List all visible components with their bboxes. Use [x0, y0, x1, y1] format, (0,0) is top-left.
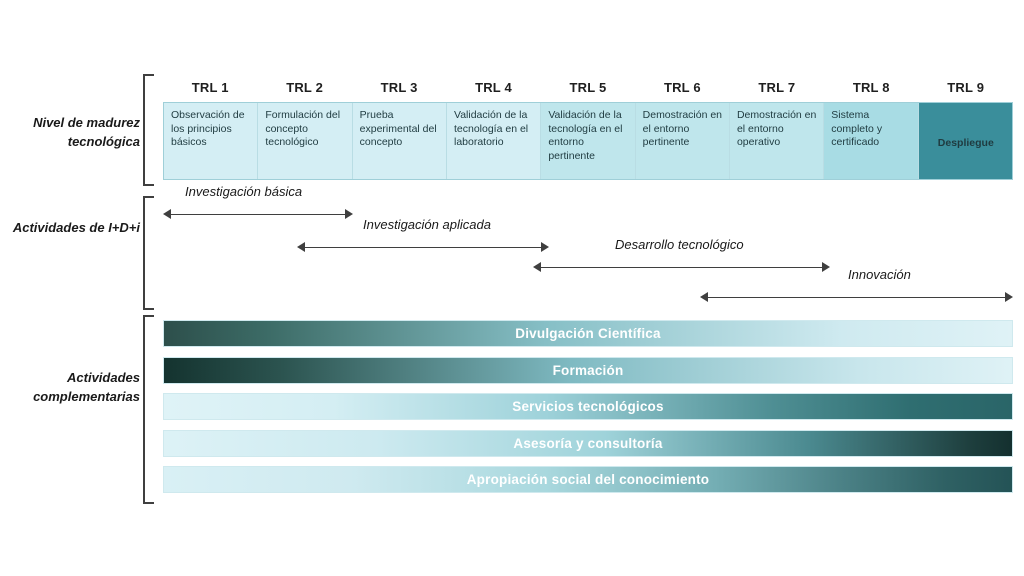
arrow-head-right-icon [541, 242, 549, 252]
arrow-head-right-icon [822, 262, 830, 272]
arrow-head-right-icon [1005, 292, 1013, 302]
trl-header-4: TRL 4 [475, 80, 512, 95]
trl-cell-2: Formulación del concepto tecnológico [258, 103, 352, 179]
rdi-arrow-label-2: Investigación aplicada [363, 217, 491, 232]
arrow-line [169, 214, 347, 215]
row-label-trl [0, 113, 140, 151]
trl-cell-6: Demostración en el entorno pertinente [636, 103, 730, 179]
row-label-rdi-text: Actividades de I+D+i [12, 220, 140, 235]
row-label-rdi [0, 218, 140, 237]
bracket-complementary [143, 315, 154, 504]
complementary-bar-formacion [163, 357, 1013, 384]
complementary-bar-label-5: Apropiación social del conocimiento [466, 472, 710, 487]
arrow-line [539, 267, 824, 268]
rdi-arrow-label-4: Innovación [848, 267, 911, 282]
trl-cell-8: Sistema completo y certificado [824, 103, 918, 179]
complementary-bar-apropiacion [163, 466, 1013, 493]
complementary-bar-label-1: Divulgación Científica [515, 326, 661, 341]
complementary-bar-label-3: Servicios tecnológicos [512, 399, 664, 414]
trl-header-row [163, 80, 1013, 95]
arrow-line [303, 247, 543, 248]
complementary-bar-divulgacion [163, 320, 1013, 347]
trl-header-8: TRL 8 [852, 80, 890, 95]
trl-header-5: TRL 5 [569, 80, 607, 95]
trl-cell-4: Validación de la tecnología en el laboratorio [447, 103, 541, 179]
trl-header-9: TRL 9 [947, 80, 985, 95]
complementary-bar-label-4: Asesoría y consultoría [513, 436, 663, 451]
bracket-rdi [143, 196, 154, 310]
rdi-arrow-desarrollo-tecnologico [533, 237, 830, 278]
rdi-arrow-label-3: Desarrollo tecnológico [615, 237, 744, 252]
trl-header-3: TRL 3 [380, 80, 418, 95]
trl-cell-7: Demostración en el entorno operativo [730, 103, 824, 179]
complementary-bar-servicios [163, 393, 1013, 420]
trl-header-7: TRL 7 [758, 80, 796, 95]
bracket-trl [143, 74, 154, 186]
arrow-head-right-icon [345, 209, 353, 219]
trl-header-1: TRL 1 [191, 80, 229, 95]
trl-header-2: TRL 2 [286, 80, 324, 95]
rdi-arrow-investigacion-aplicada [297, 217, 549, 258]
complementary-bar-asesoria [163, 430, 1013, 457]
complementary-bar-label-2: Formación [552, 363, 624, 378]
trl-cell-row [163, 102, 1013, 180]
trl-header-6: TRL 6 [663, 80, 701, 95]
trl-cell-3: Prueba experimental del concepto [353, 103, 447, 179]
row-label-complementary-text: Actividades complementarias [33, 370, 140, 404]
arrow-line [706, 297, 1007, 298]
rdi-arrow-investigacion-basica [163, 184, 353, 225]
trl-cell-1: Observación de los principios básicos [164, 103, 258, 179]
row-label-trl-line1: Nivel de madurez tecnológica [33, 115, 140, 149]
row-label-complementary [0, 368, 140, 406]
rdi-arrow-label-1: Investigación básica [185, 184, 303, 199]
trl-cell-5: Validación de la tecnología en el entorno pertinente [541, 103, 635, 179]
rdi-arrow-innovacion [700, 267, 1013, 308]
trl-cell-9: Despliegue [919, 103, 1012, 179]
